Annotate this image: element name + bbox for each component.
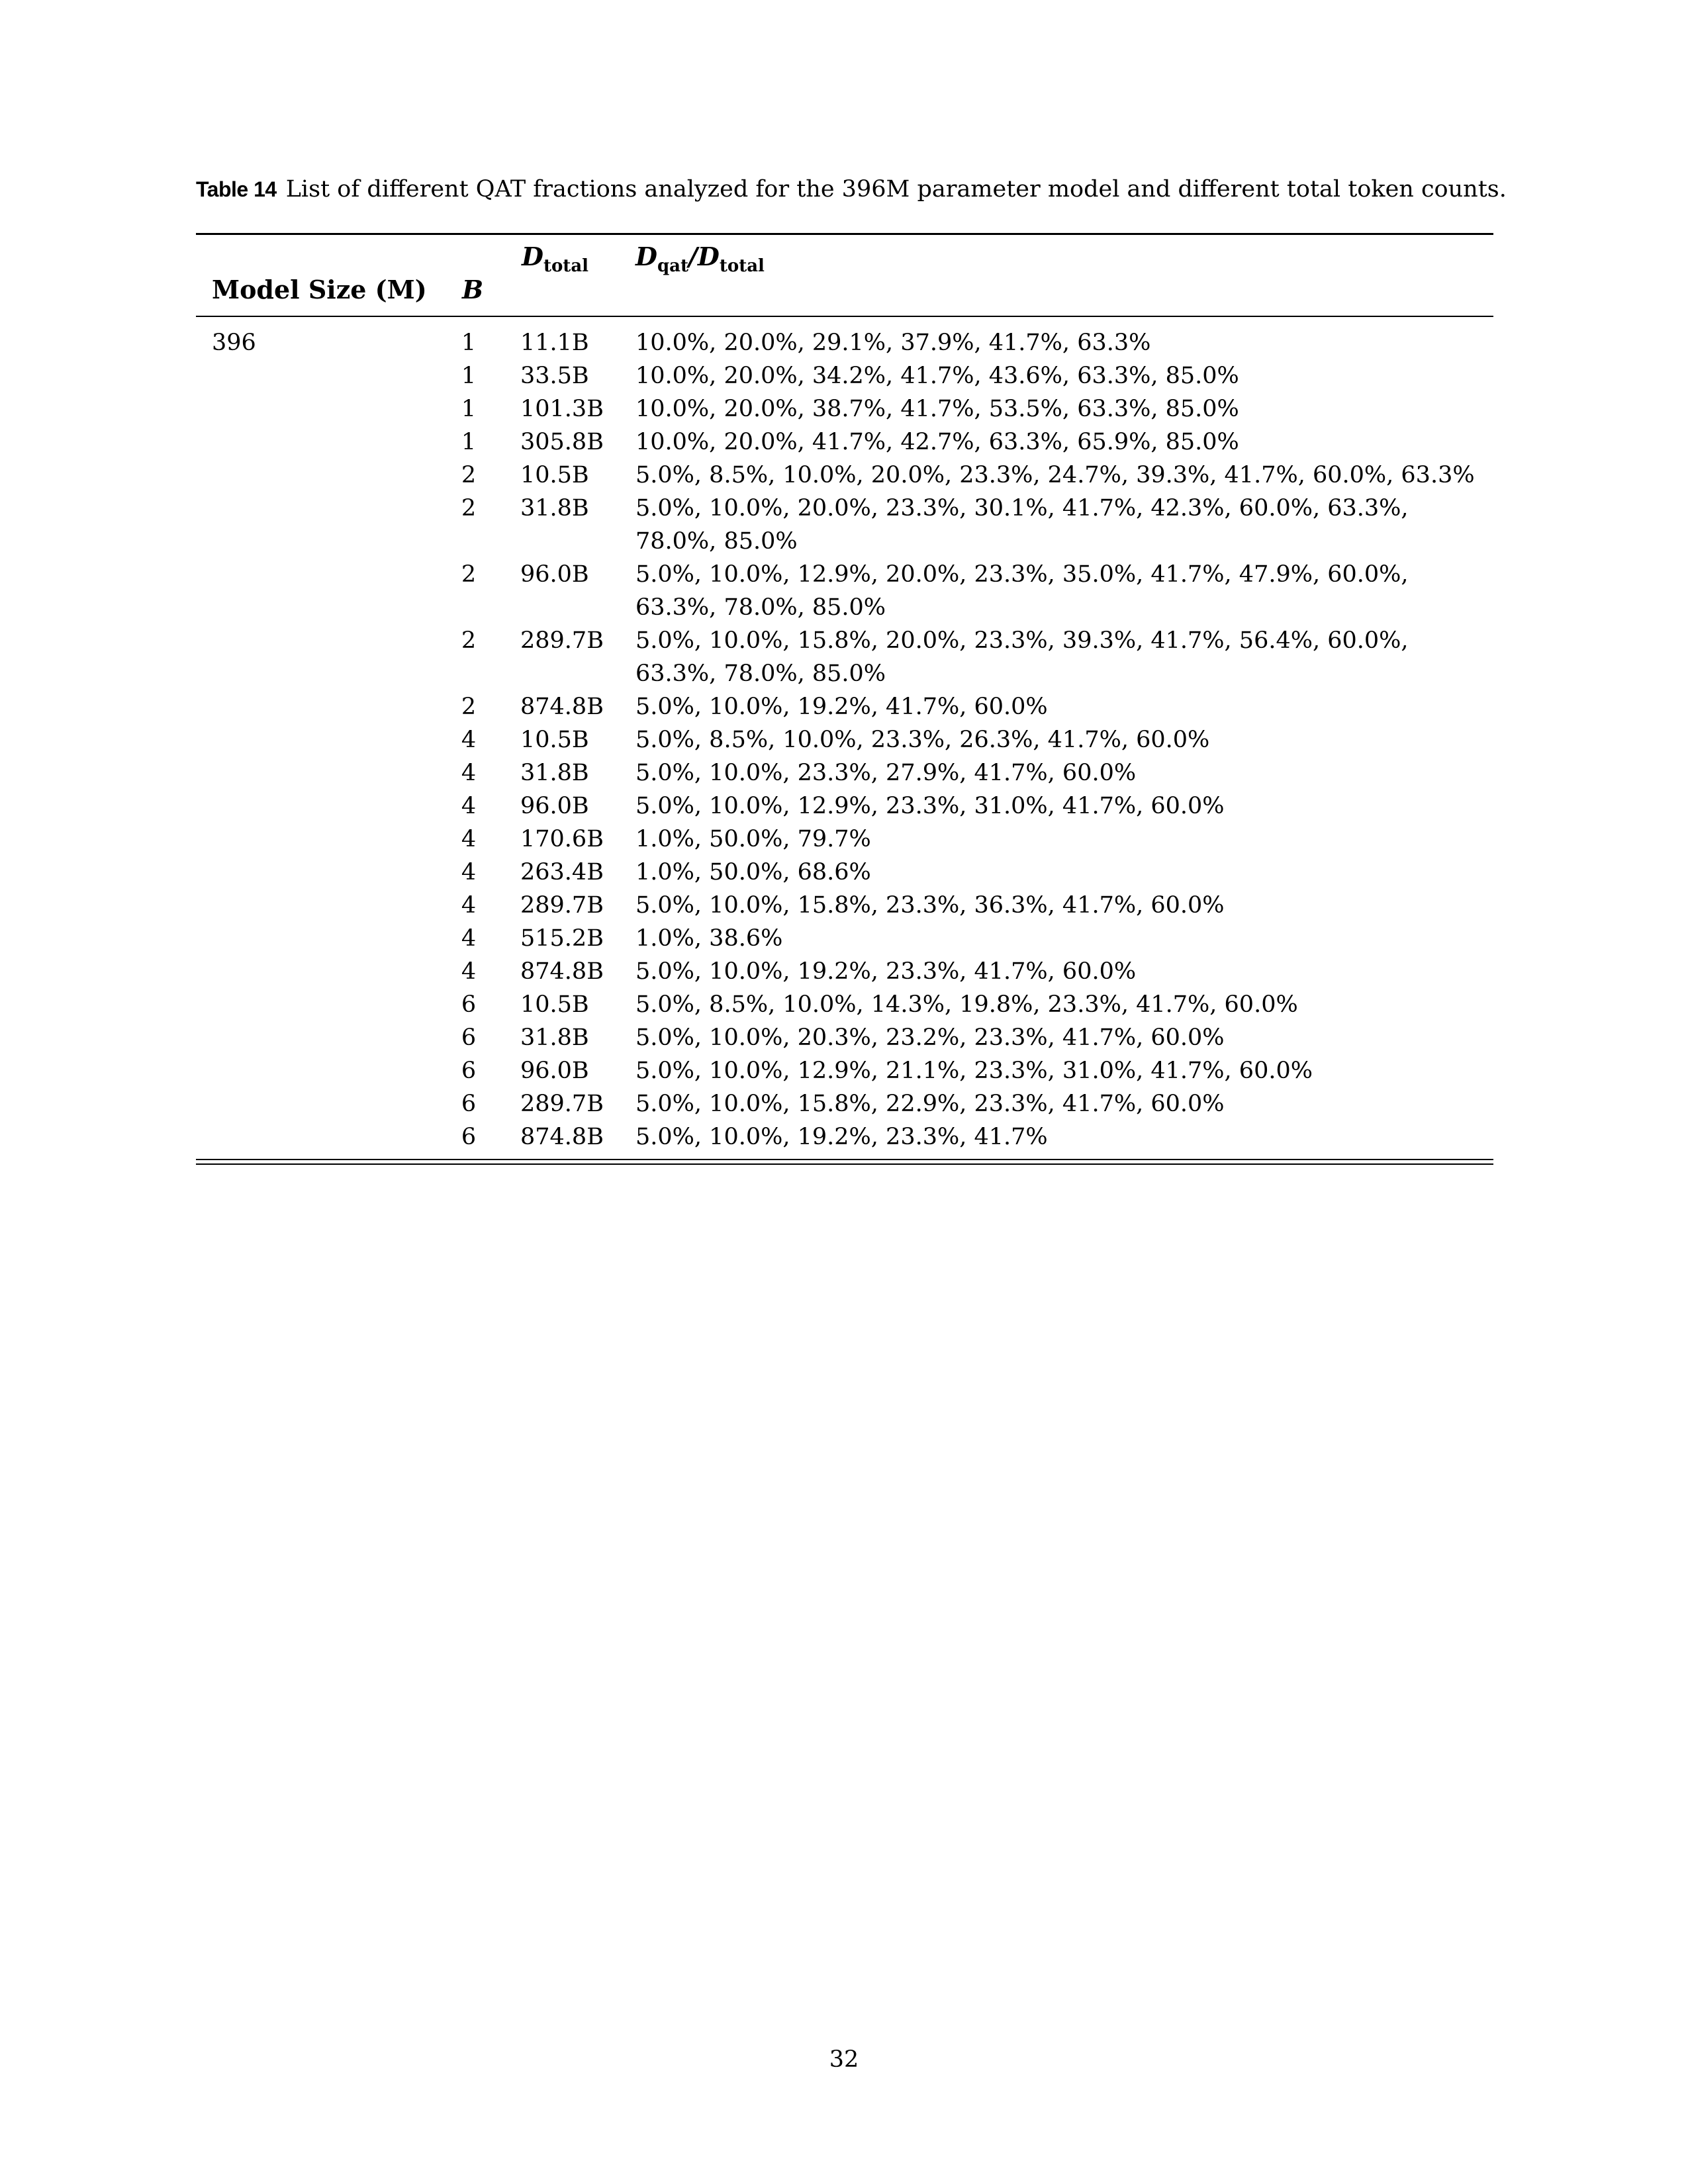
table-row: [196, 492, 1493, 558]
cell-dtotal: 11.1B: [520, 330, 589, 356]
cell-qat-fractions: 5.0%, 10.0%, 12.9%, 20.0%, 23.3%, 35.0%, 41.7%, 47.9%, 60.0%, 63.3%, 78.0%, 85.0%: [635, 561, 1409, 621]
cell-qat-fractions: 5.0%, 10.0%, 15.8%, 20.0%, 23.3%, 39.3%, 41.7%, 56.4%, 60.0%, 63.3%, 78.0%, 85.0%: [635, 627, 1409, 687]
cell-b: 6: [461, 991, 477, 1018]
cell-qat-fractions: 5.0%, 10.0%, 19.2%, 23.3%, 41.7%: [635, 1124, 1048, 1150]
cell-dtotal: 31.8B: [520, 495, 589, 522]
caption-text: List of different QAT fractions analyzed for the 396M parameter model and different total token counts.: [285, 176, 1507, 203]
table-row: [196, 624, 1493, 690]
cell-dtotal: 31.8B: [520, 760, 589, 786]
cell-qat-fractions: 10.0%, 20.0%, 34.2%, 41.7%, 43.6%, 63.3%, 85.0%: [635, 363, 1239, 389]
cell-b: 6: [461, 1024, 477, 1051]
cell-qat-fractions: 5.0%, 10.0%, 15.8%, 22.9%, 23.3%, 41.7%, 60.0%: [635, 1091, 1225, 1117]
header-model-size: Model Size (M): [212, 275, 427, 304]
table-label: Table 14: [196, 177, 277, 201]
cell-b: 4: [461, 925, 477, 952]
cell-b: 4: [461, 826, 477, 852]
table-row: [196, 459, 1493, 492]
table-row: [196, 690, 1493, 723]
cell-dtotal: 10.5B: [520, 727, 589, 753]
cell-qat-fractions: 10.0%, 20.0%, 38.7%, 41.7%, 53.5%, 63.3%, 85.0%: [635, 396, 1239, 422]
cell-b: 2: [461, 462, 477, 488]
cell-dtotal: 289.7B: [520, 892, 604, 919]
cell-b: 2: [461, 694, 477, 720]
cell-qat-fractions: 5.0%, 8.5%, 10.0%, 20.0%, 23.3%, 24.7%, 39.3%, 41.7%, 60.0%, 63.3%: [635, 462, 1475, 488]
table-row: [196, 326, 1493, 359]
table-row: [196, 558, 1493, 624]
cell-b: 2: [461, 495, 477, 522]
table-row: [196, 988, 1493, 1021]
cell-dtotal: 289.7B: [520, 627, 604, 654]
table-row: [196, 889, 1493, 922]
cell-dtotal: 874.8B: [520, 694, 604, 720]
header-frac-den-symbol: D: [697, 242, 720, 271]
table-row: [196, 1087, 1493, 1120]
table-row: [196, 1120, 1493, 1154]
table-body: [196, 317, 1493, 1159]
cell-b: 4: [461, 760, 477, 786]
page-number: 32: [829, 2046, 859, 2073]
table-row: [196, 426, 1493, 459]
header-qat-fraction: [635, 242, 765, 276]
header-frac-slash: /: [688, 242, 698, 271]
header-dtotal-symbol: D: [522, 242, 543, 271]
header-dtotal-subscript: total: [543, 256, 589, 276]
cell-qat-fractions: 5.0%, 10.0%, 20.3%, 23.2%, 23.3%, 41.7%, 60.0%: [635, 1024, 1225, 1051]
cell-dtotal: 170.6B: [520, 826, 604, 852]
table-header: [196, 235, 1493, 316]
cell-qat-fractions: 5.0%, 10.0%, 20.0%, 23.3%, 30.1%, 41.7%, 42.3%, 60.0%, 63.3%, 78.0%, 85.0%: [635, 495, 1409, 555]
table-row: [196, 856, 1493, 889]
cell-dtotal: 96.0B: [520, 1058, 589, 1084]
cell-qat-fractions: 10.0%, 20.0%, 41.7%, 42.7%, 63.3%, 65.9%, 85.0%: [635, 429, 1239, 455]
table-row: [196, 723, 1493, 756]
cell-dtotal: 263.4B: [520, 859, 604, 886]
cell-dtotal: 874.8B: [520, 958, 604, 985]
cell-qat-fractions: 1.0%, 50.0%, 68.6%: [635, 859, 871, 886]
cell-dtotal: 515.2B: [520, 925, 604, 952]
cell-qat-fractions: 1.0%, 50.0%, 79.7%: [635, 826, 871, 852]
cell-qat-fractions: 1.0%, 38.6%: [635, 925, 783, 952]
cell-b: 1: [461, 429, 477, 455]
cell-qat-fractions: 5.0%, 8.5%, 10.0%, 23.3%, 26.3%, 41.7%, 60.0%: [635, 727, 1210, 753]
cell-dtotal: 33.5B: [520, 363, 589, 389]
header-frac-den-subscript: total: [719, 256, 765, 276]
cell-b: 4: [461, 892, 477, 919]
cell-qat-fractions: 5.0%, 10.0%, 15.8%, 23.3%, 36.3%, 41.7%, 60.0%: [635, 892, 1225, 919]
cell-b: 1: [461, 396, 477, 422]
cell-dtotal: 289.7B: [520, 1091, 604, 1117]
cell-b: 4: [461, 859, 477, 886]
cell-dtotal: 10.5B: [520, 991, 589, 1018]
cell-dtotal: 96.0B: [520, 561, 589, 588]
cell-dtotal: 10.5B: [520, 462, 589, 488]
table-row: [196, 359, 1493, 392]
cell-dtotal: 305.8B: [520, 429, 604, 455]
cell-qat-fractions: 5.0%, 10.0%, 12.9%, 23.3%, 31.0%, 41.7%, 60.0%: [635, 793, 1225, 819]
table-row: [196, 790, 1493, 823]
table-row: [196, 823, 1493, 856]
cell-b: 1: [461, 363, 477, 389]
cell-b: 6: [461, 1091, 477, 1117]
cell-qat-fractions: 5.0%, 10.0%, 12.9%, 21.1%, 23.3%, 31.0%, 41.7%, 60.0%: [635, 1058, 1313, 1084]
cell-b: 2: [461, 627, 477, 654]
table-row: [196, 922, 1493, 955]
cell-b: 4: [461, 958, 477, 985]
table-row: [196, 1054, 1493, 1087]
cell-qat-fractions: 5.0%, 10.0%, 23.3%, 27.9%, 41.7%, 60.0%: [635, 760, 1137, 786]
cell-qat-fractions: 5.0%, 10.0%, 19.2%, 23.3%, 41.7%, 60.0%: [635, 958, 1137, 985]
cell-dtotal: 874.8B: [520, 1124, 604, 1150]
qat-fractions-table: [196, 233, 1493, 1165]
cell-qat-fractions: 5.0%, 8.5%, 10.0%, 14.3%, 19.8%, 23.3%, 41.7%, 60.0%: [635, 991, 1298, 1018]
header-b: B: [462, 275, 484, 304]
table-row: [196, 392, 1493, 426]
table-caption: [196, 173, 1507, 205]
cell-b: 4: [461, 793, 477, 819]
header-frac-num-subscript: qat: [657, 256, 688, 276]
cell-dtotal: 96.0B: [520, 793, 589, 819]
cell-b: 4: [461, 727, 477, 753]
header-dtotal: [522, 242, 589, 276]
table-row: [196, 1021, 1493, 1054]
cell-qat-fractions: 10.0%, 20.0%, 29.1%, 37.9%, 41.7%, 63.3%: [635, 330, 1151, 356]
cell-dtotal: 101.3B: [520, 396, 604, 422]
table-row: [196, 955, 1493, 988]
cell-b: 6: [461, 1124, 477, 1150]
cell-qat-fractions: 5.0%, 10.0%, 19.2%, 41.7%, 60.0%: [635, 694, 1048, 720]
table-row: [196, 756, 1493, 790]
cell-model-size: 396: [212, 330, 256, 356]
cell-b: 6: [461, 1058, 477, 1084]
cell-b: 1: [461, 330, 477, 356]
header-frac-num-symbol: D: [635, 242, 657, 271]
table-bottom-rule: [196, 1159, 1493, 1165]
cell-dtotal: 31.8B: [520, 1024, 589, 1051]
cell-b: 2: [461, 561, 477, 588]
